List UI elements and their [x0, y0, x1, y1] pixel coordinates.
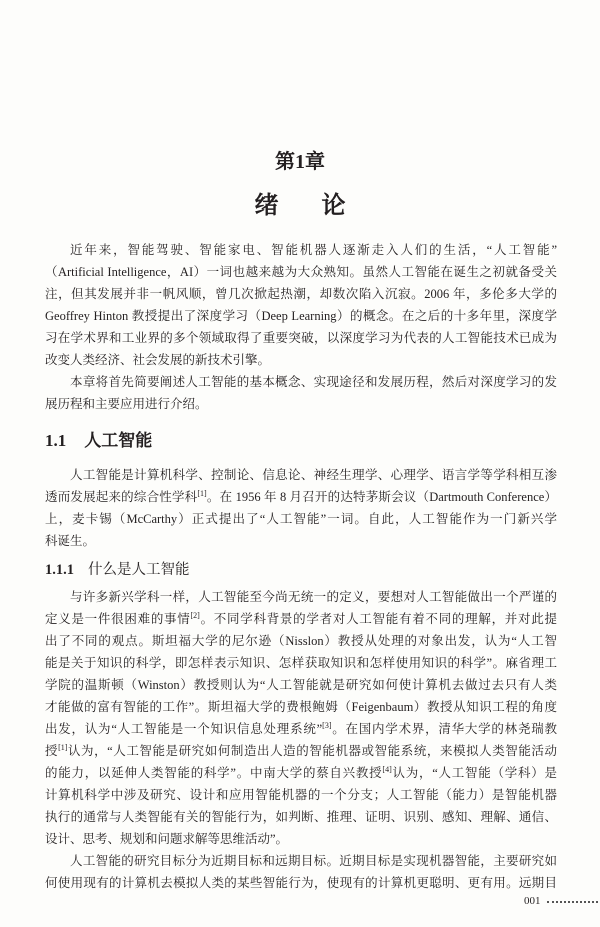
page-number: 001: [524, 895, 541, 907]
footer-dotted-rule: [547, 901, 599, 903]
text-line: [45, 718, 557, 740]
section-number: 1.1: [45, 431, 67, 450]
text-line: [45, 872, 557, 894]
text-line: [45, 806, 557, 828]
chapter-number: 第1章: [275, 151, 325, 173]
text-line: [45, 608, 557, 630]
line-text: Geoffrey Hinton 教授提出了深度学习（Deep Learning）的概念。在之后的十多年里，深度学: [45, 309, 557, 323]
line-text: 定义是一件很困难的事情: [45, 612, 191, 626]
line-text: 出发，认为“人工智能是一个知识信息处理系统”: [45, 722, 323, 736]
line-text: 近年来，智能驾驶、智能家电、智能机器人逐渐走入人们的生活，“人工智能”: [70, 243, 557, 257]
line-text: 认为，“人工智能是研究如何制造出人造的智能机器或智能系统，来模拟人类智能活动: [67, 744, 557, 758]
section-heading: [45, 424, 152, 458]
line-text: 设计、思考、规划和问题求解等思维活动”。: [45, 832, 289, 846]
line-text: 授: [45, 744, 59, 758]
line-text: 注，但其发展并非一帆风顺，曾几次掀起热潮，却数次陷入沉寂。2006 年，多伦多大学的: [45, 287, 557, 301]
text-line: [45, 464, 557, 486]
text-line: [45, 486, 557, 508]
line-text: 出了不同的观点。斯坦福大学的尼尔逊（Nisslon）教授从处理的对象出发，认为“人工智: [45, 634, 557, 648]
subsection-title: 什么是人工智能: [88, 562, 190, 578]
text-line: [45, 239, 557, 261]
line-text: 本章将首先简要阐述人工智能的基本概念、实现途径和发展历程，然后对深度学习的发: [70, 375, 557, 389]
text-line: [45, 652, 557, 674]
line-text: 何使用现有的计算机去模拟人类的某些智能行为，使现有的计算机更聪明、更有用。远期目: [45, 876, 557, 890]
citation-ref: [1]: [197, 489, 207, 498]
text-line: [45, 740, 557, 762]
line-text: 上，麦卡锡（McCarthy）正式提出了“人工智能”一词。自此，人工智能作为一门新兴学: [45, 512, 557, 526]
line-text: 科诞生。: [45, 534, 96, 548]
section-paragraph: [45, 464, 557, 552]
line-text: 认为，“人工智能（学科）是: [391, 766, 557, 780]
text-line: [45, 508, 557, 530]
page-footer: [524, 894, 598, 908]
line-text: 。在 1956 年 8 月召开的达特茅斯会议（Dartmouth Conference）: [206, 490, 557, 504]
text-line: [45, 530, 557, 552]
text-line: [45, 261, 557, 283]
text-line: [45, 696, 557, 718]
line-text: 学院的温斯顿（Winston）教授则认为“人工智能就是研究如何使计算机去做过去只有人类: [45, 678, 557, 692]
intro-paragraph: [45, 371, 557, 415]
text-line: [45, 283, 557, 305]
text-line: [45, 327, 557, 349]
text-line: [45, 586, 557, 608]
text-line: [45, 828, 557, 850]
text-line: [45, 784, 557, 806]
line-text: 。不同学科背景的学者对人工智能有着不同的理解，并对此提: [199, 612, 557, 626]
line-text: 才能做的富有智能的工作”。斯坦福大学的费根鲍姆（Feigenbaum）教授从知识工程的角度: [45, 700, 557, 714]
text-line: [45, 393, 557, 415]
citation-ref: [4]: [382, 765, 392, 774]
line-text: 计算机科学中涉及研究、设计和应用智能机器的一个分支；人工智能（能力）是智能机器: [45, 788, 557, 802]
text-line: [45, 349, 557, 371]
line-text: 的能力，以延伸人类智能的科学”。中南大学的蔡自兴教授: [45, 766, 383, 780]
text-line: [45, 762, 557, 784]
line-text: 与许多新兴学科一样，人工智能至今尚无统一的定义，要想对人工智能做出一个严谨的: [70, 590, 557, 604]
text-line: [45, 305, 557, 327]
line-text: 改变人类经济、社会发展的新技术引擎。: [45, 353, 271, 367]
citation-ref: [1]: [58, 743, 68, 752]
citation-ref: [3]: [322, 721, 332, 730]
subsection-heading: [45, 558, 190, 582]
subsection-number: 1.1.1: [45, 562, 74, 578]
citation-ref: [2]: [190, 611, 200, 620]
line-text: 习在学术界和工业界的多个领域取得了重要突破，以深度学习为代表的人工智能技术已成为: [45, 331, 557, 345]
text-line: [45, 674, 557, 696]
text-line: [45, 850, 557, 872]
line-text: 人工智能的研究目标分为近期目标和远期目标。近期目标是实现机器智能，主要研究如: [70, 854, 557, 868]
line-text: 执行的通常与人类智能有关的智能行为，如判断、推理、证明、识别、感知、理解、通信、: [45, 810, 557, 824]
subsection-paragraph: [45, 586, 557, 850]
line-text: 透而发展起来的综合性学科: [45, 490, 198, 504]
text-line: [45, 371, 557, 393]
subsection-paragraph: [45, 850, 557, 894]
text-line: [45, 630, 557, 652]
line-text: 。在国内学术界，清华大学的林尧瑞教: [331, 722, 557, 736]
section-title: 人工智能: [84, 431, 153, 451]
line-text: 展历程和主要应用进行介绍。: [45, 397, 208, 411]
line-text: 能是关于知识的科学，即怎样表示知识、怎样获取知识和怎样使用知识的科学”。麻省理工: [45, 656, 557, 670]
line-text: （Artificial Intelligence，AI）一词也越来越为大众熟知。虽然人工智能在诞生之初就备受关: [45, 265, 557, 279]
line-text: 人工智能是计算机科学、控制论、信息论、神经生理学、心理学、语言学等学科相互渗: [70, 468, 557, 482]
chapter-title: 绪论: [254, 191, 389, 219]
intro-paragraph: [45, 239, 557, 371]
